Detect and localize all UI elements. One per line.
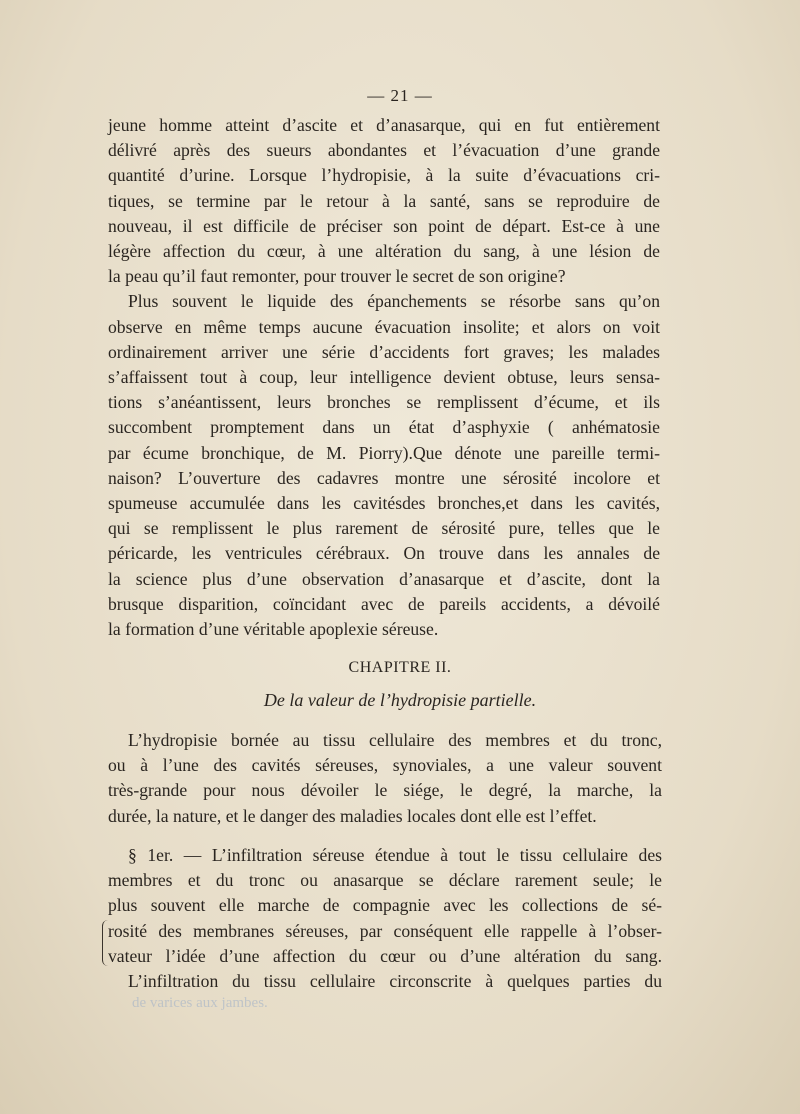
paragraph-partial-dropsy: [108, 728, 662, 829]
page-number: — 21 —: [367, 86, 433, 105]
text-line: la formation d’une véritable apoplexie séreuse.: [108, 619, 439, 640]
text-line: § 1er. — L’infiltration séreuse étendue à tout le tissu cellulaire des: [128, 845, 662, 865]
show-through-text: de varices aux jambes.: [132, 995, 268, 1011]
text-line: ordinairement arriver une série d’accidents fort graves; les malades: [108, 341, 660, 362]
text-line: membres et du tronc ou anasarque se déclare rarement seule; le: [108, 870, 662, 891]
text-line: L’hydropisie bornée au tissu cellulaire des membres et du tronc,: [128, 730, 662, 750]
text-line: brusque disparition, coïncidant avec de pareils accidents, a dévoilé: [108, 593, 660, 614]
text-line: quantité d’urine. Lorsque l’hydropisie, à la suite d’évacuations cri-: [108, 165, 660, 186]
text-line: la science plus d’une observation d’anasarque et d’ascite, dont la: [108, 568, 660, 589]
text-line: Plus souvent le liquide des épanchements se résorbe sans qu’on: [128, 291, 660, 312]
text-line: observe en même temps aucune évacuation insolite; et alors on voit: [108, 316, 660, 337]
text-line: vateur l’idée d’une affection du cœur ou d’une altération du sang.: [108, 945, 662, 966]
text-line: naison? L’ouverture des cadavres montre une sérosité incolore et: [108, 467, 660, 488]
paragraph-section-1: [108, 843, 662, 994]
text-line: L’infiltration du tissu cellulaire circonscrite à quelques parties du: [128, 971, 662, 992]
text-line: tiques, se termine par le retour à la santé, sans se reproduire de: [108, 190, 660, 211]
text-line: plus souvent elle marche de compagnie avec les collections de sé-: [108, 895, 662, 916]
text-line: péricarde, les ventricules cérébraux. On trouve dans les annales de: [108, 543, 660, 564]
text-line: rosité des membranes séreuses, par conséquent elle rappelle à l’obser-: [108, 920, 662, 941]
text-line: très-grande pour nous dévoiler le siége, le degré, la marche, la: [108, 780, 662, 801]
text-line: légère affection du cœur, à une altération du sang, à une lésion de: [108, 241, 660, 262]
text-line: délivré après des sueurs abondantes et l’évacuation d’une grande: [108, 140, 660, 161]
body-paragraphs: [108, 113, 660, 642]
text-line: s’affaissent tout à coup, leur intelligence devient obtuse, leurs sensa-: [108, 367, 660, 388]
text-line: par écume bronchique, de M. Piorry).Que dénote une pareille termi-: [108, 442, 660, 463]
chapter-title: CHAPITRE II.: [348, 659, 452, 676]
text-line: qui se remplissent le plus rarement de sérosité pure, telles que le: [108, 518, 660, 539]
chapter-subtitle: De la valeur de l’hydropisie partielle.: [263, 690, 537, 710]
text-line: jeune homme atteint d’ascite et d’anasarque, qui en fut entièrement: [108, 115, 660, 135]
text-line: tions s’anéantissent, leurs bronches se remplissent d’écume, et ils: [108, 392, 660, 413]
text-line: succombent promptement dans un état d’asphyxie ( anhématosie: [108, 417, 660, 438]
text-line: durée, la nature, et le danger des maladies locales dont elle est l’effet.: [108, 805, 597, 826]
margin-bracket-mark: [102, 920, 109, 966]
text-line: la peau qu’il faut remonter, pour trouver le secret de son origine?: [108, 266, 566, 287]
text-line: ou à l’une des cavités séreuses, synoviales, a une valeur souvent: [108, 755, 662, 776]
text-line: spumeuse accumulée dans les cavitésdes bronches,et dans les cavités,: [108, 493, 660, 514]
text-line: nouveau, il est difficile de préciser son point de départ. Est-ce à une: [108, 215, 660, 236]
